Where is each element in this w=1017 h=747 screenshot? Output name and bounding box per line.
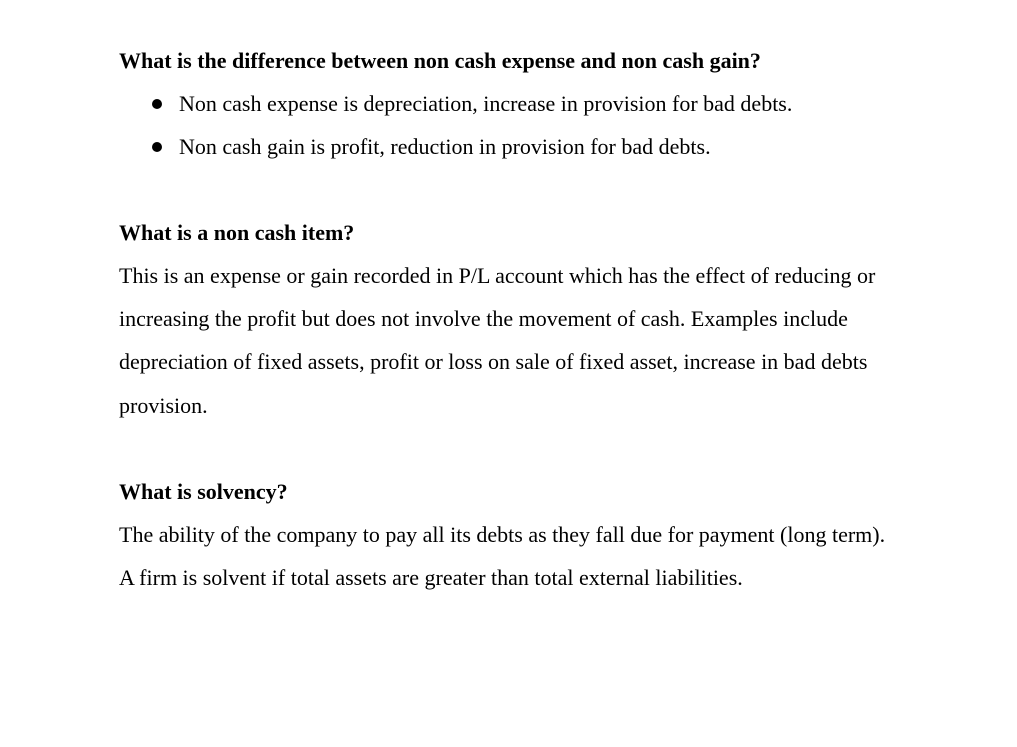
list-item-text: Non cash gain is profit, reduction in provision for bad debts. [179, 134, 711, 159]
question-heading: What is the difference between non cash expense and non cash gain? [119, 48, 761, 73]
list-item [119, 125, 919, 168]
qa-section-non-cash-item [119, 211, 919, 427]
section-spacer [119, 168, 919, 211]
list-item-text: Non cash expense is depreciation, increase in provision for bad debts. [179, 91, 793, 116]
question-heading: What is solvency? [119, 478, 288, 504]
document-page [119, 39, 919, 599]
bullet-icon [152, 142, 162, 152]
bullet-icon [152, 99, 162, 109]
list-item [119, 82, 919, 125]
question-heading: What is a non cash item? [119, 220, 355, 245]
qa-section-solvency [119, 470, 919, 599]
answer-paragraph: This is an expense or gain recorded in P/L account which has the effect of reducing or increasing the profit but does not involve the movement of cash. Examples include depreciation of fixed assets, profit or loss on sale of fixed asset, increase in bad debts provision. [119, 263, 876, 418]
bullet-list [119, 82, 919, 168]
answer-paragraph: The ability of the company to pay all its debts as they fall due for payment (long term). A firm is solvent if total assets are greater than total external liabilities. [119, 521, 886, 591]
qa-section-difference [119, 39, 919, 168]
section-spacer [119, 427, 919, 470]
